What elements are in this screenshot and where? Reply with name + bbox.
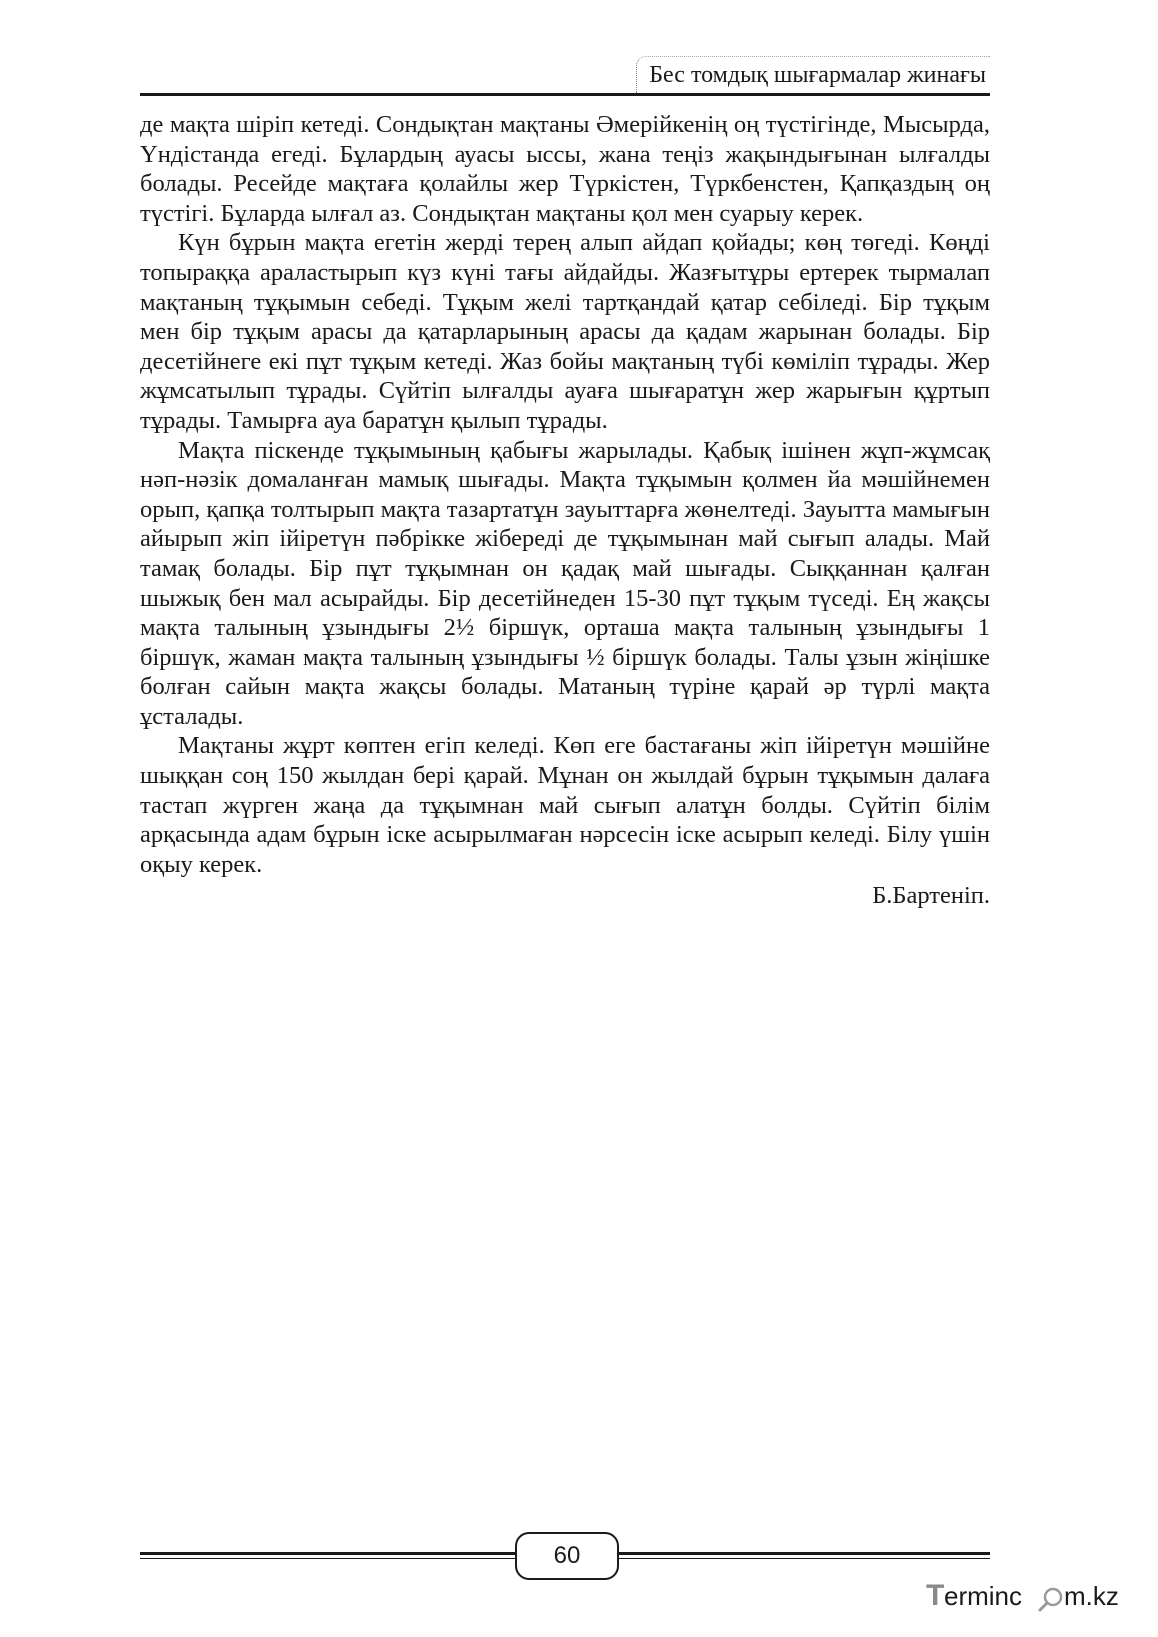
paragraph-3: Мақта піскенде тұқымының қабығы жарылады. Қабық ішінен жұп-жұмсақ нәп-нәзік домаланған мамық шығады. Мақта тұқымын қолмен йа мәшійнемен орып, қапқа толтырып мақта тазартатұн зауыттарға жөнелтеді. Зауытта мамығын айырып жіп ійіретүн пәбрікке жібереді де тұқымынан май сығып алады. Май тамақ болады. Бір пұт тұқымнан он қадақ май шығады. Сыққаннан қалған шыжық бен мал асырайды. Бір десетійнеден 15-30 пұт тұқым түседі. Ең жақсы мақта талының ұзындығы 2½ біршүк, орташа мақта талының ұзындығы 1 біршүк, жаман мақта талының ұзындығы ½ біршүк болады. Талы ұзын жіңішке болған сайын мақта жақсы болады. Матаның түріне қарай әр түрлі мақта ұсталады. — [140, 436, 990, 730]
svg-text:m.kz: m.kz — [1064, 1581, 1119, 1611]
header-rule — [140, 93, 990, 96]
paragraph-1: де мақта шіріп кетеді. Сондықтан мақтаны Әмерійкенің оң түстігінде, Мысырда, Үндістанда егеді. Бұлардың ауасы ыссы, жана теңіз жақындығынан ылғалды болады. Ресейде мақтаға қолайлы жер Түркістен, Түркбенстен, Қапқаздың оң түстігі. Бұларда ылғал аз. Сондықтан мақтаны қол мен суарыу керек. — [140, 111, 990, 227]
running-header — [140, 56, 990, 96]
book-title: Бес томдық шығармалар жинағы — [636, 56, 990, 93]
page-footer — [140, 1532, 990, 1580]
paragraph-2: Күн бұрын мақта егетін жерді терең алып айдап қойады; көң төгеді. Көңді топыраққа араластырып күз күні тағы айдайды. Жазғытұры ертерек тырмалап мақтаның тұқымын себеді. Тұқым желі тартқандай қатар себіледі. Бір тұқым мен бір тұқым арасы да қатарларының арасы да қадам жарынан болады. Бір десетійнеге екі пұт тұқым кетеді. Жаз бойы мақтаның түбі көміліп тұрады. Жер жұмсатылып тұрады. Сүйтіп ылғалды ауаға шығаратұн жер жарығын құртып тұрады. Тамырға ауа баратұн қылып тұрады. — [140, 229, 990, 434]
paragraph-4: Мақтаны жұрт көптен егіп келеді. Көп еге бастағаны жіп ійіретүн мәшійне шыққан соң 150 жылдан бері қарай. Мұнан он жылдай бұрын тұқымын далаға тастап жүрген жаңа да тұқымнан май сығып алатұн болды. Сүйтіп білім арқасында адам бұрын іске асырылмаған нәрсесін іске асырып келеді. Білу үшін оқыу керек. — [140, 732, 990, 878]
body-text — [140, 110, 990, 911]
svg-text:T: T — [926, 1579, 945, 1612]
magnifier-icon — [1040, 1589, 1061, 1610]
author-signature: Б.Бартеніп. — [872, 882, 990, 910]
svg-text:erminc: erminc — [944, 1581, 1023, 1611]
page-number: 60 — [515, 1532, 619, 1580]
site-watermark — [924, 1573, 1134, 1617]
